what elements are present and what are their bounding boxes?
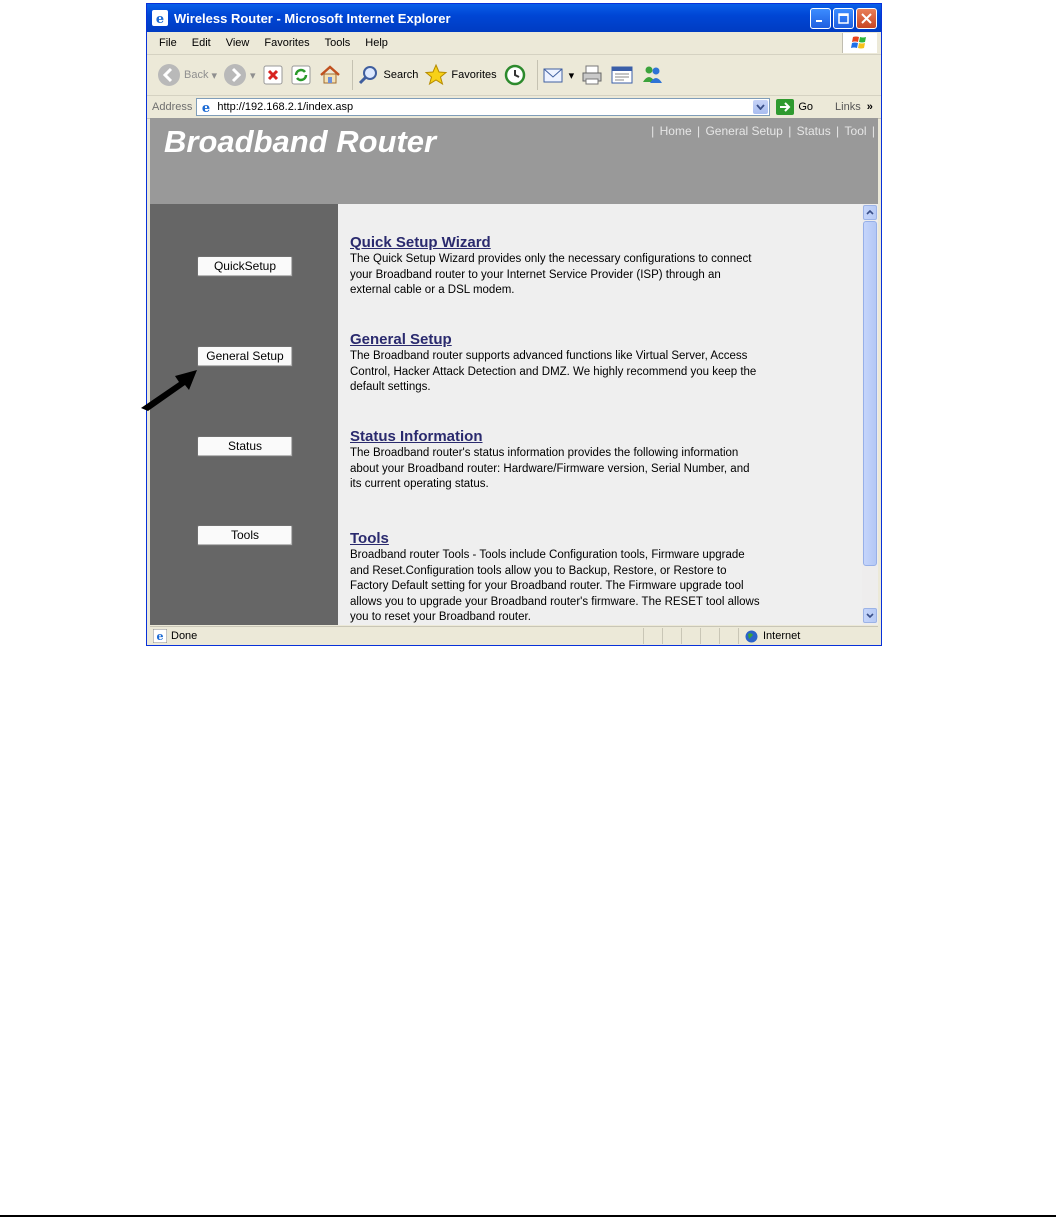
- go-icon: [776, 99, 794, 115]
- quicksetup-button[interactable]: QuickSetup: [197, 256, 293, 277]
- links-chevron-icon[interactable]: »: [866, 101, 873, 113]
- svg-text:e: e: [202, 101, 211, 114]
- section-title-tools[interactable]: Tools: [350, 530, 389, 547]
- topnav-home[interactable]: Home: [659, 124, 692, 138]
- search-button[interactable]: [357, 63, 419, 87]
- topnav-status[interactable]: Status: [796, 124, 831, 138]
- section-title-quick-setup[interactable]: Quick Setup Wizard: [350, 234, 491, 251]
- windows-flag: [842, 33, 877, 53]
- router-content: [338, 204, 862, 625]
- refresh-button[interactable]: [290, 64, 312, 86]
- menu-bar: [147, 32, 881, 55]
- forward-icon: [223, 63, 247, 87]
- forward-button[interactable]: [223, 63, 256, 87]
- browser-window: [146, 3, 882, 646]
- status-cell: [643, 628, 662, 644]
- print-button[interactable]: [580, 63, 604, 87]
- refresh-icon: [290, 64, 312, 86]
- stop-icon: [262, 64, 284, 86]
- status-bar: [150, 626, 878, 645]
- status-zone: [738, 628, 878, 644]
- toolbar-separator: [537, 60, 538, 90]
- address-input[interactable]: [196, 98, 770, 116]
- menu-help[interactable]: Help: [365, 37, 388, 49]
- status-zone-text: Internet: [763, 630, 801, 642]
- back-label: Back: [184, 69, 209, 81]
- home-icon: [318, 63, 342, 87]
- back-icon: [157, 63, 181, 87]
- topnav-tool[interactable]: Tool: [844, 124, 867, 138]
- status-cell: [700, 628, 719, 644]
- address-bar: [147, 96, 881, 119]
- vertical-scrollbar[interactable]: [862, 204, 878, 625]
- scroll-thumb[interactable]: [863, 221, 877, 566]
- section-tools: [350, 530, 760, 625]
- page-viewport: [150, 118, 878, 625]
- status-text: Done: [171, 630, 198, 642]
- forward-dropdown-icon[interactable]: ▾: [250, 69, 256, 82]
- globe-icon: [745, 630, 758, 643]
- go-label: Go: [798, 101, 814, 113]
- mail-icon: [542, 63, 566, 87]
- stop-button[interactable]: [262, 64, 284, 86]
- pointer-arrow-icon: [139, 368, 201, 412]
- windows-flag-icon: [850, 35, 870, 51]
- chevron-down-icon: [866, 613, 874, 618]
- search-label: Search: [383, 69, 419, 81]
- status-cell: [662, 628, 681, 644]
- messenger-icon: [640, 63, 664, 87]
- maximize-button[interactable]: [833, 8, 854, 29]
- section-body-quick-setup: The Quick Setup Wizard provides only the necessary configurations to connect your Broadband router to your Internet Service Provider (ISP) through an external cable or a DSL modem.: [350, 253, 752, 296]
- menu-file[interactable]: File: [159, 37, 177, 49]
- svg-text:e: e: [155, 12, 165, 26]
- back-button[interactable]: [157, 63, 217, 87]
- status-cell: [719, 628, 738, 644]
- page-bottom-rule: [0, 1215, 1056, 1217]
- address-dropdown-button[interactable]: [753, 100, 768, 114]
- toolbar-separator: [352, 60, 353, 90]
- section-title-status-information[interactable]: Status Information: [350, 428, 483, 445]
- menu-favorites[interactable]: Favorites: [264, 37, 310, 49]
- section-general-setup: [350, 331, 760, 396]
- topnav-general-setup[interactable]: General Setup: [705, 124, 783, 138]
- chevron-up-icon: [866, 210, 874, 215]
- status-done: [150, 629, 643, 643]
- minimize-button[interactable]: [810, 8, 831, 29]
- links-label[interactable]: Links: [835, 101, 861, 113]
- favorites-icon: [424, 63, 448, 87]
- mail-dropdown-icon[interactable]: ▾: [568, 69, 575, 82]
- router-header: [150, 118, 878, 204]
- address-url: http://192.168.2.1/index.asp: [217, 101, 354, 113]
- back-dropdown-icon[interactable]: ▾: [211, 69, 217, 82]
- messenger-button[interactable]: [640, 63, 664, 87]
- chevron-down-icon: [756, 104, 765, 110]
- router-brand: Broadband Router: [164, 124, 437, 159]
- edit-icon: [610, 63, 634, 87]
- status-cell: [681, 628, 700, 644]
- section-body-status-information: The Broadband router's status information provides the following information about your Broadband router: Hardware/Firmware version, Serial Number, and its current operating status.: [350, 447, 750, 490]
- menu-view[interactable]: View: [225, 37, 250, 49]
- edit-button[interactable]: [610, 63, 634, 87]
- print-icon: [580, 63, 604, 87]
- history-button[interactable]: [503, 63, 527, 87]
- ie-icon: [152, 10, 168, 26]
- home-button[interactable]: [318, 63, 342, 87]
- scroll-up-button[interactable]: [863, 205, 877, 220]
- section-body-general-setup: The Broadband router supports advanced functions like Virtual Server, Access Control, Hacker Attack Detection and DMZ. We highly recommend you keep the default settings.: [350, 350, 757, 393]
- standard-toolbar: [147, 55, 881, 96]
- history-icon: [503, 63, 527, 87]
- scroll-down-button[interactable]: [863, 608, 877, 623]
- menu-tools[interactable]: Tools: [324, 37, 351, 49]
- page-ie-icon: [199, 100, 213, 114]
- search-icon: [357, 63, 381, 87]
- title-bar: [147, 4, 881, 32]
- maximize-icon: [838, 13, 849, 24]
- tools-button[interactable]: Tools: [197, 525, 293, 546]
- favorites-button[interactable]: [424, 63, 496, 87]
- section-title-general-setup[interactable]: General Setup: [350, 331, 452, 348]
- section-quick-setup: [350, 234, 760, 299]
- svg-text:e: e: [156, 630, 164, 643]
- top-nav: | Home | General Setup | Status | Tool |: [651, 124, 875, 138]
- favorites-label: Favorites: [451, 69, 497, 81]
- mail-button[interactable]: [542, 63, 575, 87]
- page-done-icon: [153, 629, 167, 643]
- general-setup-button[interactable]: General Setup: [197, 346, 293, 367]
- status-button[interactable]: Status: [197, 436, 293, 457]
- close-icon: [861, 13, 872, 24]
- menu-edit[interactable]: Edit: [191, 37, 211, 49]
- section-body-tools: Broadband router Tools - Tools include Configuration tools, Firmware upgrade and Reset.Configuration tools allow you to Backup, Restore, or Restore to Factory Default setting for your Broadband router. The Firmware upgrade tool allows you to upgrade your Broadband router's firmware. The RESET tool allows you to reset your Broadband router.: [350, 549, 760, 623]
- section-status-information: [350, 428, 760, 493]
- window-title: Wireless Router - Microsoft Internet Explorer: [174, 10, 451, 26]
- minimize-icon: [815, 13, 826, 24]
- go-button[interactable]: [776, 99, 813, 115]
- router-sidebar: [150, 204, 338, 625]
- address-label: Address: [152, 101, 193, 113]
- close-button[interactable]: [856, 8, 877, 29]
